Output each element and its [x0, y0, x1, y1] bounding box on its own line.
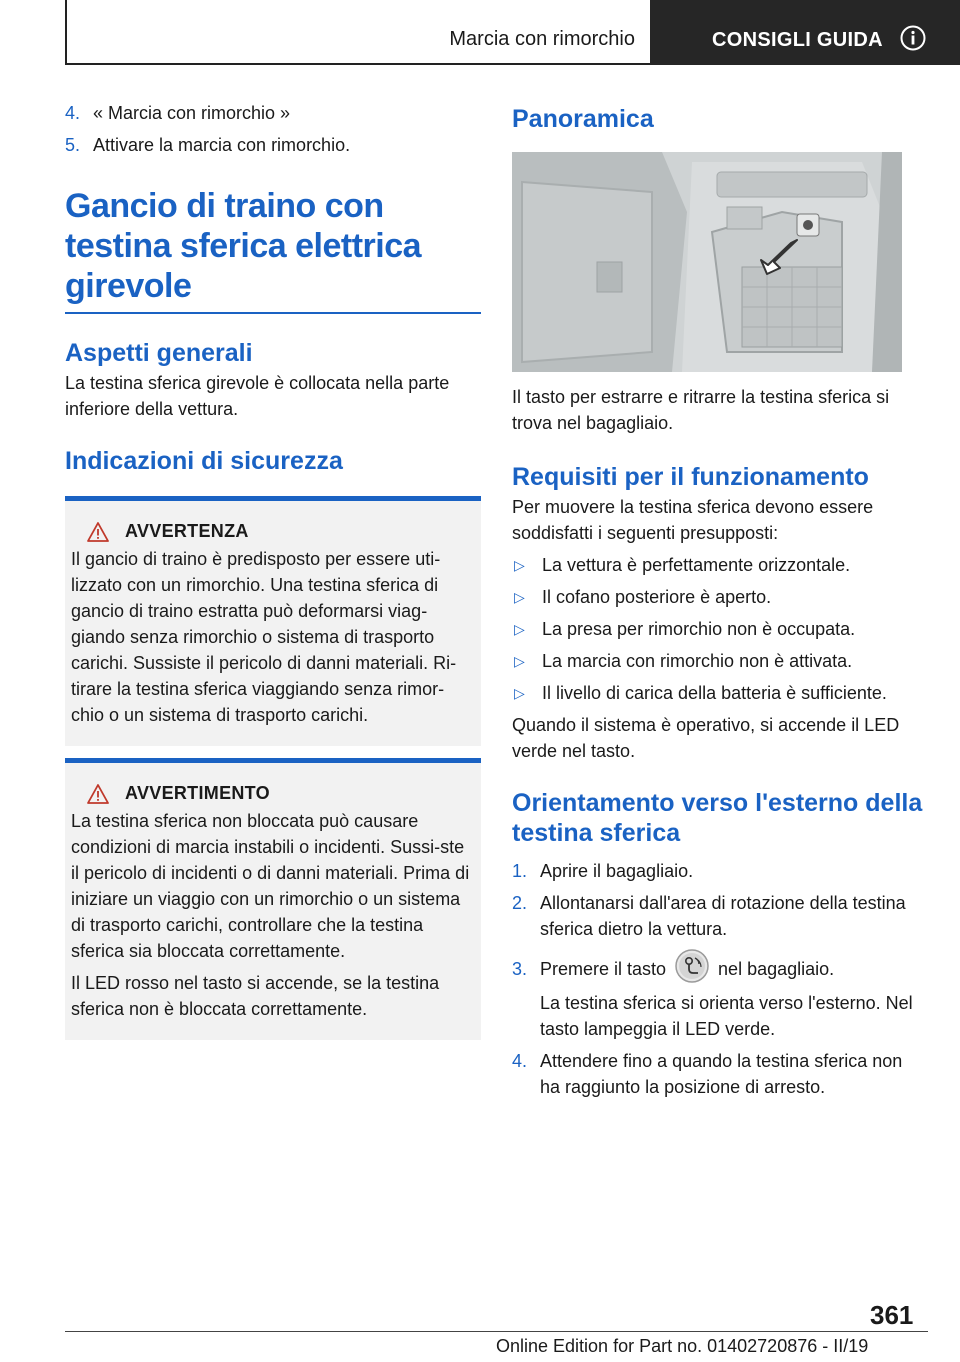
- photo-caption: Il tasto per estrarre e ritrarre la testina sferica si trova nel bagagliaio.: [512, 387, 890, 433]
- step-list-top: [65, 100, 481, 158]
- left-column: [65, 100, 481, 1040]
- step-number: 4.: [512, 1051, 528, 1072]
- triangle-bullet-icon: ▷: [514, 653, 525, 669]
- step-text-before: Premere il tasto: [540, 959, 667, 979]
- step-text: Attendere fino a quando la testina sferica non ha raggiunto la posizione di arresto.: [540, 1051, 903, 1098]
- warning-triangle-icon: [87, 784, 109, 804]
- warning-header: [87, 783, 475, 804]
- orientation-heading: Orientamento verso l'esterno della testina sferica: [512, 789, 923, 847]
- requirement-text: La vettura è perfettamente orizzontale.: [542, 555, 851, 575]
- step-text: Allontanarsi dall'area di rotazione della testina sferica dietro la vettura.: [540, 893, 906, 939]
- info-icon: [900, 25, 926, 51]
- warning-text: La testina sferica non bloccata può causare condizioni di marcia instabili o incidenti. Sussi-ste il pericolo di incidenti o di danni materiali. Prima di iniziare un viaggio con un rimorchio o un sistema di trasporto carichi, controllare che la testina sferica sia bloccata correttamente.: [71, 811, 470, 961]
- warning-header: [87, 521, 475, 542]
- header-bottom-rule: [65, 63, 650, 65]
- orientation-steps: [512, 858, 927, 1100]
- requirements-heading: Requisiti per il funzionamento: [512, 463, 869, 491]
- list-item: [512, 680, 927, 706]
- triangle-bullet-icon: ▷: [514, 557, 525, 573]
- list-item: [512, 858, 927, 884]
- warning-text: Il gancio di traino è predisposto per essere uti-lizzato con un rimorchio. Una testina sferica di gancio di traino estratta può deformarsi viag-giando senza rimorchio o sistema di trasporto carichi. Sussiste il pericolo di danni materiali. Ri-tirare la testina sferica viaggiando senza rimor-chio o un sistema di trasporto carichi.: [71, 549, 457, 725]
- triangle-bullet-icon: ▷: [514, 685, 525, 701]
- requirement-text: La marcia con rimorchio non è attivata.: [542, 651, 853, 671]
- step-text: Aprire il bagagliaio.: [540, 861, 694, 881]
- footer-rule: [65, 1331, 928, 1332]
- trunk-illustration: [512, 152, 902, 372]
- step-number: 3.: [512, 959, 528, 979]
- right-column: [512, 100, 927, 1106]
- step-text-after: nel bagagliaio.: [718, 959, 835, 979]
- requirements-intro: Per muovere la testina sferica devono essere soddisfatti i seguenti presupposti:: [512, 497, 874, 543]
- step-number: 2.: [512, 893, 528, 913]
- warning-box: [65, 496, 481, 746]
- list-item: [512, 552, 927, 578]
- list-item: [512, 1048, 927, 1100]
- step-text: [540, 956, 927, 1042]
- header-left-rule: [65, 0, 67, 64]
- step-number: 4.: [65, 103, 81, 123]
- triangle-bullet-icon: ▷: [514, 621, 525, 637]
- requirements-outro: Quando il sistema è operativo, si accende il LED verde nel tasto.: [512, 715, 900, 761]
- chapter-tab: [650, 0, 960, 65]
- list-item: [512, 584, 927, 610]
- page-number: 361: [870, 1300, 914, 1330]
- requirement-text: Il livello di carica della batteria è sufficiente.: [542, 683, 887, 703]
- edition-note: Online Edition for Part no. 01402720876 - II/19: [496, 1336, 869, 1356]
- step-number: 5.: [65, 135, 81, 155]
- warning-title: AVVERTENZA: [125, 521, 249, 541]
- list-item: [512, 956, 927, 1042]
- requirements-list: [512, 552, 927, 706]
- list-item: [512, 890, 927, 942]
- warning-title: AVVERTIMENTO: [125, 783, 270, 803]
- page-title: Gancio di traino con testina sferica elettrica girevole: [65, 186, 481, 314]
- trailer-hitch-button-icon: [674, 948, 710, 984]
- list-item: [65, 132, 481, 158]
- list-item: [65, 100, 481, 126]
- trunk-photo: [512, 152, 902, 372]
- list-item: [512, 616, 927, 642]
- requirement-text: La presa per rimorchio non è occupata.: [542, 619, 856, 639]
- step-text: « Marcia con rimorchio »: [93, 103, 291, 123]
- step-extra-text: La testina sferica si orienta verso l'esterno. Nel tasto lampeggia il LED verde.: [540, 993, 913, 1040]
- chapter-label: CONSIGLI GUIDA: [712, 29, 883, 51]
- triangle-bullet-icon: ▷: [514, 589, 525, 605]
- step-text: Attivare la marcia con rimorchio.: [93, 135, 351, 155]
- warning-box: [65, 758, 481, 1040]
- general-heading: Aspetti generali: [65, 339, 253, 367]
- general-text: La testina sferica girevole è collocata nella parte inferiore della vettura.: [65, 373, 450, 419]
- requirement-text: Il cofano posteriore è aperto.: [542, 587, 772, 607]
- warning-triangle-icon: [87, 522, 109, 542]
- step-number: 1.: [512, 861, 528, 881]
- list-item: [512, 648, 927, 674]
- warning-text: Il LED rosso nel tasto si accende, se la testina sferica non è bloccata correttamente.: [71, 973, 440, 1019]
- safety-heading: Indicazioni di sicurezza: [65, 447, 343, 475]
- overview-heading: Panoramica: [512, 105, 654, 133]
- section-title: Marcia con rimorchio: [449, 28, 635, 50]
